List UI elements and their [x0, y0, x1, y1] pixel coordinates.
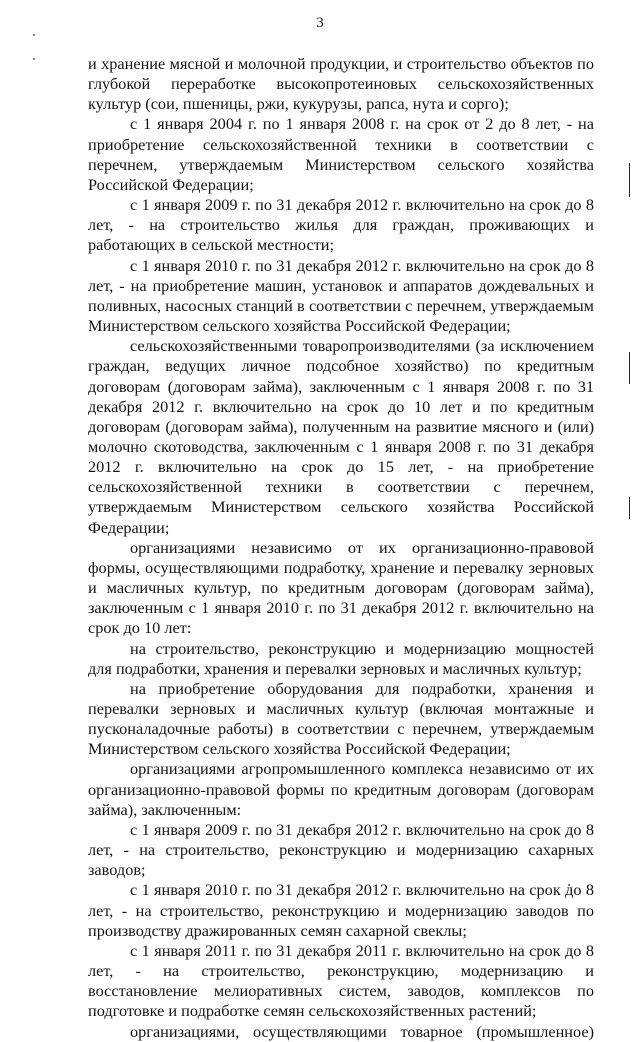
paragraph: организациями, осуществляющими товарное (промышленное) [130, 1021, 594, 1041]
scan-artifact-line [629, 497, 630, 519]
paragraph: с 1 января 2011 г. по 31 декабря 2011 г. включительно на срок до 8 лет, - на строительство, реконструкцию, модернизацию и восстановление мелиоративных систем, заводов, комплексов по подготовке и подработке семян сельскохозяйственных растений; [88, 940, 594, 1021]
scan-artifact-line [629, 352, 630, 384]
scan-artifact-line [629, 163, 630, 197]
paragraph: с 1 января 2010 г. по 31 декабря 2012 г. включительно на срок до 8 лет, - на приобретение машин, установок и аппаратов дождевальных и поливных, насосных станций в соответствии с перечнем, утверждаемым Министерством сельского хозяйства Российской Федерации; [88, 255, 594, 336]
paragraph: сельскохозяйственными товаропроизводителями (за исключением граждан, ведущих личное подсобное хозяйство) по кредитным договорам (договорам займа), заключенным с 1 января 2008 г. по 31 декабря 2012 г. включительно на срок до 10 лет и по кредитным договорам (договорам займа), полученным на развитие мясного и (или) молочно скотоводства, заключенным с 1 января 2008 г. по 31 декабря 2012 г. включительно на срок до 15 лет, - на приобретение сельскохозяйственной техники в соответствии с перечнем, утверждаемым Министерством сельского хозяйства Российской Федерации; [88, 336, 594, 537]
paragraph: с 1 января 2009 г. по 31 декабря 2012 г. включительно на срок до 8 лет, - на строительство, реконструкцию и модернизацию сахарных заводов; [88, 819, 594, 880]
scan-artifact-dot [33, 58, 35, 60]
page-number: 3 [316, 15, 324, 31]
paragraph: организациями независимо от их организационно-правовой формы, осуществляющими подработку, хранение и перевалку зерновых и масличных культур, по кредитным договорам (договорам займа), заключенным с 1 января 2010 г. по 31 декабря 2012 г. включительно на срок до 10 лет: [88, 537, 594, 638]
paragraph: с 1 января 2010 г. по 31 декабря 2012 г. включительно на срок до 8 лет, - на строительство, реконструкцию и модернизацию заводов по производству дражированных семян сахарной свеклы; [88, 880, 594, 940]
scan-artifact-dot [33, 34, 35, 36]
paragraph: на строительство, реконструкцию и модернизацию мощностей для подработки, хранения и перевалки зерновых и масличных культур; [88, 638, 594, 678]
document-body [88, 54, 594, 1042]
paragraph: с 1 января 2009 г. по 31 декабря 2012 г. включительно на срок до 8 лет, - на строительство жилья для граждан, проживающих и работающих в сельской местности; [88, 195, 594, 255]
paragraph: на приобретение оборудования для подработки, хранения и перевалки зерновых и масличных культур (включая монтажные и пусконаладочные работы) в соответствии с перечнем, утверждаемым Министерством сельского хозяйства Российской Федерации; [88, 678, 594, 759]
paragraph: и хранение мясной и молочной продукции, и строительство объектов по глубокой переработке высокопротеиновых сельскохозяйственных культур (сои, пшеницы, ржи, кукурузы, рапса, нута и сорго); [88, 54, 594, 114]
paragraph: организациями агропромышленного комплекса независимо от их организационно-правовой формы по кредитным договорам (договорам займа), заключенным: [88, 759, 594, 819]
paragraph: с 1 января 2004 г. по 1 января 2008 г. на срок от 2 до 8 лет, - на приобретение сельскохозяйственной техники в соответствии с перечнем, утверждаемым Министерством сельского хозяйства Российской Федерации; [88, 114, 594, 194]
